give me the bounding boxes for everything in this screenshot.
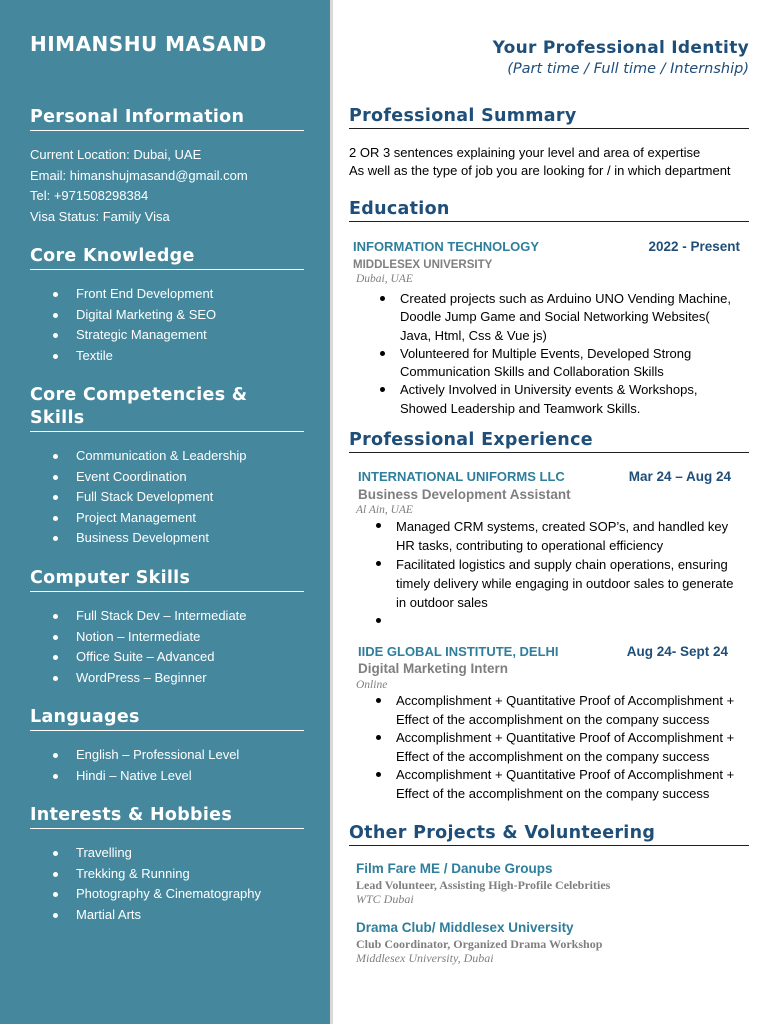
sidebar-divider	[330, 0, 333, 1024]
job-date: Mar 24 – Aug 24	[628, 469, 731, 484]
job-bullets	[372, 517, 742, 630]
list-item: Digital Marketing & SEO	[30, 305, 304, 326]
current-location: Current Location: Dubai, UAE	[30, 147, 202, 162]
list-item: WordPress – Beginner	[30, 668, 304, 689]
education-location: Dubai, UAE	[356, 273, 413, 285]
candidate-name: HIMANSHU MASAND	[30, 32, 267, 56]
education-field: INFORMATION TECHNOLOGY	[353, 239, 540, 254]
project-role: Lead Volunteer, Assisting High-Profile Celebrities	[356, 878, 611, 892]
job-location: Online	[356, 679, 388, 691]
interests-heading: Interests & Hobbies	[30, 804, 304, 829]
list-item: Accomplishment + Quantitative Proof of Accomplishment + Effect of the accomplishment on the company success	[372, 766, 744, 803]
project-role: Club Coordinator, Organized Drama Workshop	[356, 937, 603, 951]
visa-status: Visa Status: Family Visa	[30, 208, 170, 224]
core-knowledge-section	[30, 245, 304, 366]
list-item: Actively Involved in University events & Workshops, Showed Leadership and Teamwork Skills.	[376, 381, 736, 418]
list-item	[372, 612, 742, 630]
list-item: Project Management	[30, 508, 304, 529]
job-role: Business Development Assistant	[358, 487, 571, 502]
education-institution: MIDDLESEX UNIVERSITY	[353, 259, 493, 271]
list-item: Full Stack Development	[30, 487, 304, 508]
list-item: Trekking & Running	[30, 864, 304, 885]
languages-section	[30, 706, 304, 786]
job-company: INTERNATIONAL UNIFORMS LLC	[358, 469, 565, 484]
list-item: Facilitated logistics and supply chain operations, ensuring timely delivery while engaging in outdoor sales to generate in outdoor sales	[372, 555, 742, 612]
list-item: Textile	[30, 346, 304, 367]
job-bullets	[372, 692, 744, 803]
identity-block	[493, 38, 749, 77]
telephone: Tel: +971508298384	[30, 188, 149, 203]
identity-subtitle: (Part time / Full time / Internship)	[507, 61, 749, 77]
list-item: Volunteered for Multiple Events, Developed Strong Communication Skills and Collaboration Skills	[376, 345, 736, 382]
experience-heading: Professional Experience	[349, 430, 749, 453]
summary-line-1: 2 OR 3 sentences explaining your level and area of expertise	[349, 145, 701, 160]
competencies-heading: Core Competencies & Skills	[30, 384, 304, 432]
list-item: Front End Development	[30, 284, 304, 305]
interests-section	[30, 804, 304, 925]
education-bullets	[376, 290, 736, 418]
list-item: Office Suite – Advanced	[30, 647, 304, 668]
list-item: Travelling	[30, 843, 304, 864]
list-item: Created projects such as Arduino UNO Vending Machine, Doodle Jump Game and Social Networking Websites( Java, Html, Css & Vue js)	[376, 290, 736, 345]
list-item: Business Development	[30, 528, 304, 549]
sidebar	[0, 0, 330, 1024]
list-item: Full Stack Dev – Intermediate	[30, 606, 304, 627]
education-heading: Education	[349, 199, 749, 222]
summary-heading: Professional Summary	[349, 106, 749, 129]
project-location: Middlesex University, Dubai	[356, 951, 494, 965]
computer-skills-heading: Computer Skills	[30, 567, 304, 592]
email: Email: himanshujmasand@gmail.com	[30, 167, 248, 183]
personal-info-heading: Personal Information	[30, 106, 304, 131]
list-item: Hindi – Native Level	[30, 766, 304, 787]
languages-heading: Languages	[30, 706, 304, 731]
personal-info-section	[30, 106, 304, 227]
summary-line-2: As well as the type of job you are looking for / in which department	[349, 163, 731, 178]
job-date: Aug 24- Sept 24	[626, 644, 728, 659]
projects-heading: Other Projects & Volunteering	[349, 823, 749, 846]
education-date: 2022 - Present	[648, 239, 740, 254]
core-knowledge-heading: Core Knowledge	[30, 245, 304, 270]
identity-title: Your Professional Identity	[492, 38, 749, 58]
list-item: English – Professional Level	[30, 745, 304, 766]
list-item: Accomplishment + Quantitative Proof of Accomplishment + Effect of the accomplishment on the company success	[372, 729, 744, 766]
project-title: Film Fare ME / Danube Groups	[356, 861, 553, 876]
job-company: IIDE GLOBAL INSTITUTE, DELHI	[358, 644, 559, 659]
job-location: Al Ain, UAE	[356, 504, 413, 516]
list-item: Notion – Intermediate	[30, 627, 304, 648]
competencies-section	[30, 384, 304, 549]
list-item: Event Coordination	[30, 467, 304, 488]
list-item: Martial Arts	[30, 905, 304, 926]
job-role: Digital Marketing Intern	[358, 661, 509, 676]
list-item: Strategic Management	[30, 325, 304, 346]
project-title: Drama Club/ Middlesex University	[356, 920, 574, 935]
list-item: Accomplishment + Quantitative Proof of Accomplishment + Effect of the accomplishment on the company success	[372, 692, 744, 729]
computer-skills-section	[30, 567, 304, 688]
list-item: Photography & Cinematography	[30, 884, 304, 905]
list-item: Managed CRM systems, created SOP’s, and handled key HR tasks, contributing to operational efficiency	[372, 517, 742, 555]
list-item: Communication & Leadership	[30, 446, 304, 467]
project-location: WTC Dubai	[356, 892, 414, 906]
